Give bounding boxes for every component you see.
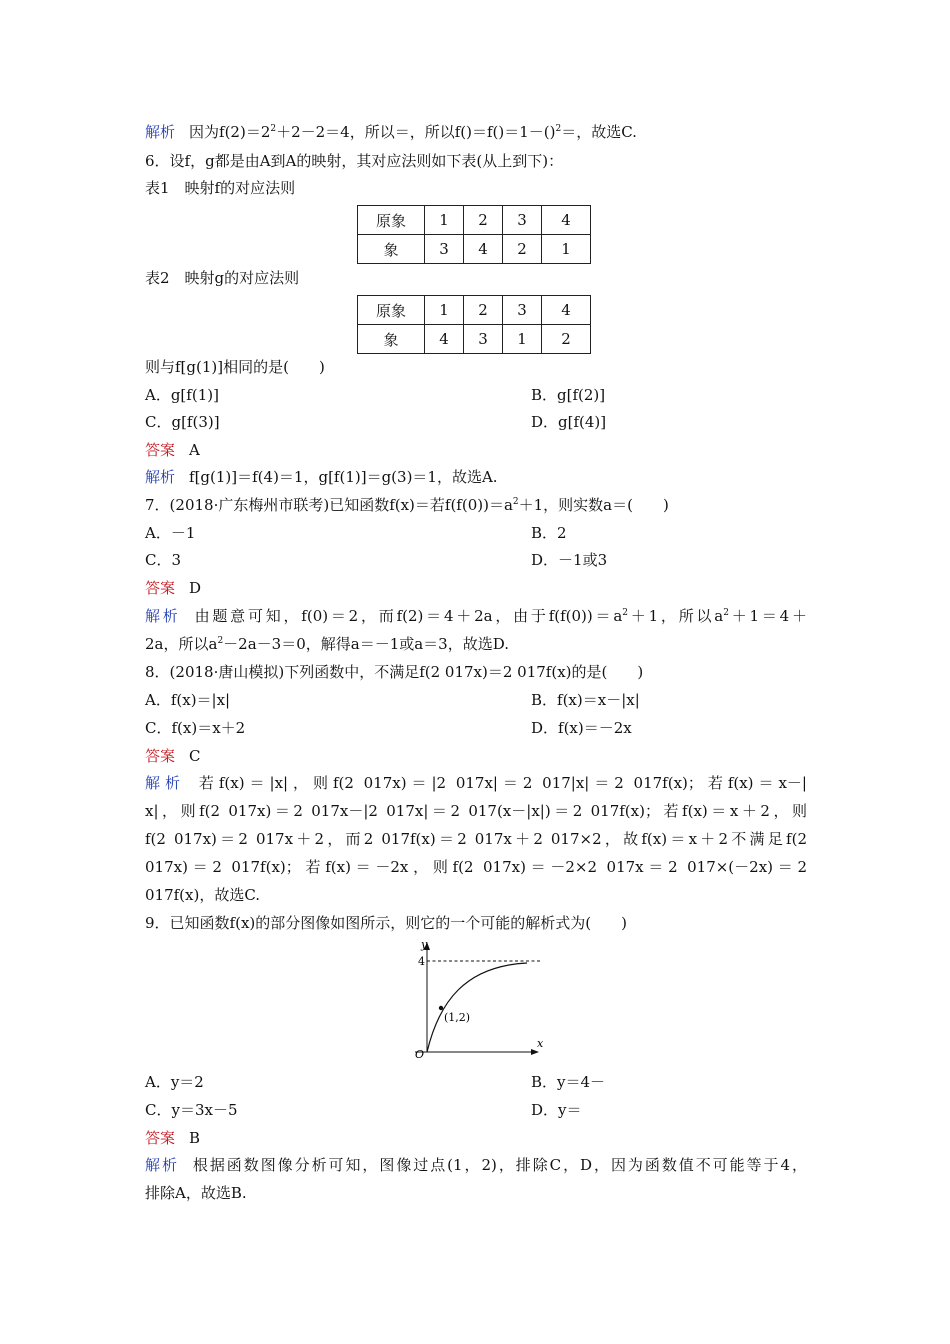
- q7-answer: 答案 D: [145, 579, 202, 597]
- q9-option-b: B．y＝4－: [531, 1073, 606, 1091]
- q8-analysis-line-5: 017f(x)，故选C.: [145, 886, 261, 904]
- q9-option-d: D．y＝: [531, 1101, 582, 1119]
- y-axis-label: y: [421, 940, 428, 951]
- q6-stem: 6．设f，g都是由A到A的映射，其对应法则如下表(从上到下)：: [145, 152, 564, 170]
- q9-analysis-line-2: 排除A，故选B.: [145, 1184, 247, 1202]
- q6-option-d: D．g[f(4)]: [531, 413, 607, 431]
- q6-answer: 答案 A: [145, 441, 200, 459]
- q8-analysis-line-1: 解析 若f(x)＝|x|，则f(2 017x)＝|2 017x|＝2 017|x|＝2 017f(x)；若f(x)＝x－|: [145, 774, 807, 792]
- q7-analysis-line-1: 解析 由题意可知，f(0)＝2，而f(2)＝4＋2a，由于$f(f(0))=a^2+1$，所以$a^2+1=4+$: [145, 607, 807, 625]
- q9-option-a: A．y＝2: [145, 1073, 204, 1091]
- q7-option-d: D．－1或3: [531, 551, 608, 569]
- asymptote-value-label: 4: [418, 955, 425, 968]
- q9-analysis-line-1: 解析 根据函数图像分析可知，图像过点(1，2)，排除C，D，因为函数值不可能等于4，: [145, 1156, 807, 1174]
- q7-option-c: C．3: [145, 551, 182, 569]
- q9-option-c: C．y＝3x－5: [145, 1101, 238, 1119]
- analysis-label: 解析: [145, 468, 176, 486]
- q6-option-a: A．g[f(1)]: [145, 386, 219, 404]
- q8-analysis-line-2: x|，则f(2 017x)＝2 017x－|2 017x|＝2 017(x－|x|)＝2 017f(x)；若f(x)＝x＋2，则: [145, 802, 807, 820]
- analysis-label: 解析: [145, 607, 181, 625]
- q6-question: 则与f[g(1)]相同的是( ): [145, 358, 325, 376]
- answer-label: 答案: [145, 1129, 176, 1147]
- q5-analysis: 解析 因为$f(2)=2^2+2-2=4$，所以＝，所以f()＝f()＝1－()$^2$＝，故选C.: [145, 123, 637, 141]
- mapping-table-g: 原象 1 2 3 4 象 4 3 1 2: [357, 295, 591, 354]
- answer-label: 答案: [145, 579, 176, 597]
- answer-label: 答案: [145, 747, 176, 765]
- q8-option-c: C．f(x)＝x＋2: [145, 719, 246, 737]
- q8-stem: 8．(2018·唐山模拟)下列函数中，不满足f(2 017x)＝2 017f(x)的是( ): [145, 663, 644, 681]
- q9-stem: 9．已知函数f(x)的部分图像如图所示，则它的一个可能的解析式为( ): [145, 914, 627, 932]
- analysis-label: 解析: [145, 774, 185, 792]
- q8-analysis-line-3: f(2 017x)＝2 017x＋2，而2 017f(x)＝2 017x＋2 017×2，故f(x)＝x＋2不满足f(2: [145, 830, 807, 848]
- q8-option-b: B．f(x)＝x－|x|: [531, 691, 640, 709]
- function-graph: [405, 940, 550, 1062]
- point-label: (1,2): [444, 1011, 471, 1024]
- mapping-table-f: 原象 1 2 3 4 象 3 4 2 1: [357, 205, 591, 264]
- table1-caption: 表1 映射f的对应法则: [145, 179, 296, 197]
- q8-answer: 答案 C: [145, 747, 201, 765]
- point-marker: [439, 1006, 443, 1010]
- q8-option-a: A．f(x)＝|x|: [145, 691, 231, 709]
- table2-caption: 表2 映射g的对应法则: [145, 269, 300, 287]
- analysis-label: 解析: [145, 123, 176, 141]
- q6-analysis: 解析 f[g(1)]＝f(4)＝1，g[f(1)]＝g(3)＝1，故选A.: [145, 468, 498, 486]
- q7-stem: 7．(2018·广东梅州市联考)已知函数f(x)＝若$f(f(0))=a^2+1$，则实数a＝( ): [145, 496, 669, 514]
- q9-answer: 答案 B: [145, 1129, 201, 1147]
- answer-label: 答案: [145, 441, 176, 459]
- q8-analysis-line-4: 017x)＝2 017f(x)；若f(x)＝－2x，则f(2 017x)＝－2×2 017x＝2 017×(－2x)＝2: [145, 858, 807, 876]
- origin-label: O: [415, 1048, 425, 1061]
- x-axis-label: x: [537, 1037, 544, 1050]
- q6-option-b: B．g[f(2)]: [531, 386, 606, 404]
- q7-option-b: B．2: [531, 524, 567, 542]
- q6-option-c: C．g[f(3)]: [145, 413, 220, 431]
- q7-option-a: A．－1: [145, 524, 196, 542]
- analysis-label: 解析: [145, 1156, 179, 1174]
- q7-analysis-line-2: 2a，所以$a^2-2a-3=0$，解得a＝－1或a＝3，故选D.: [145, 635, 509, 653]
- q8-option-d: D．f(x)＝－2x: [531, 719, 632, 737]
